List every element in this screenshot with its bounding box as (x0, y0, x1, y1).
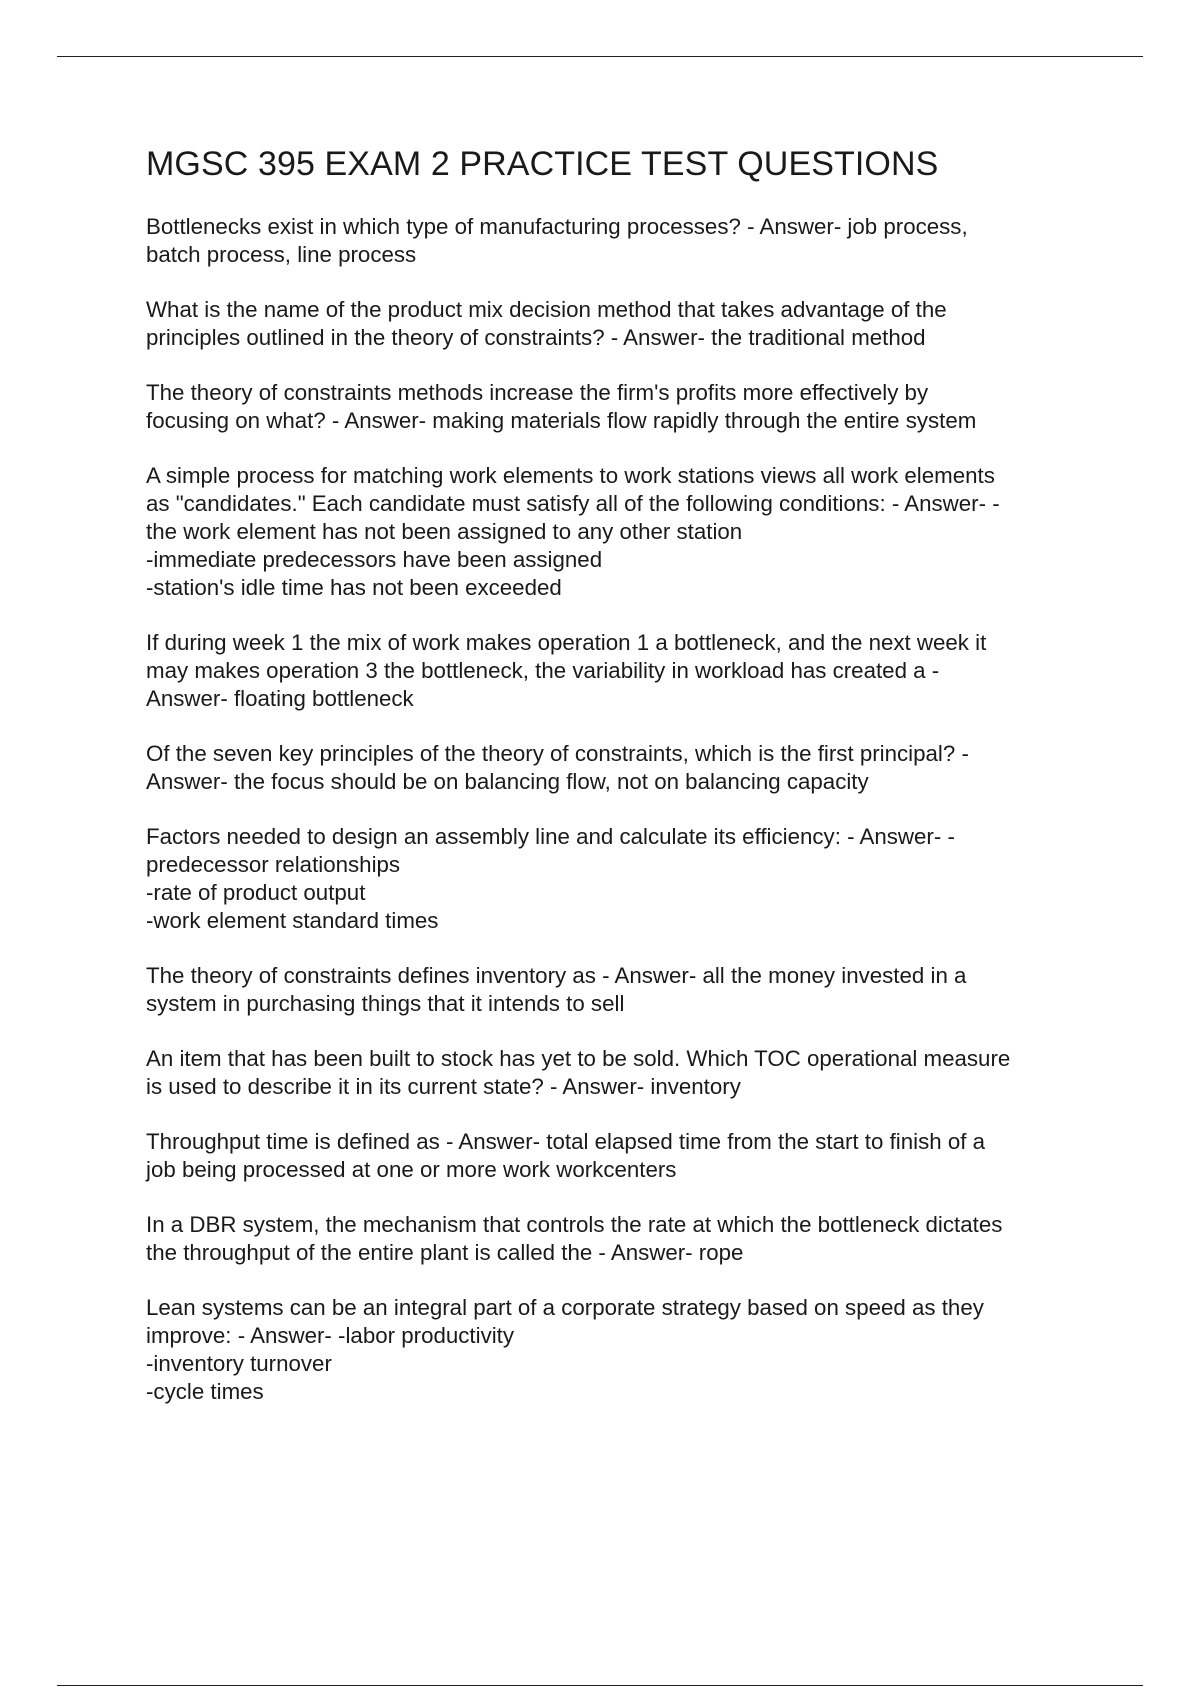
qa-item-3: The theory of constraints methods increase the firm's profits more effectively by focusing on what? - Answer- making materials flow rapidly through the entire system (146, 380, 977, 433)
document-title: MGSC 395 EXAM 2 PRACTICE TEST QUESTIONS (146, 145, 939, 183)
qa-item-1: Bottlenecks exist in which type of manufacturing processes? - Answer- job process, batch process, line process (146, 214, 968, 267)
qa-item-7: Factors needed to design an assembly line and calculate its efficiency: - Answer- - predecessor relationships -rate of product output -work element standard times (146, 824, 955, 933)
qa-item-8: The theory of constraints defines inventory as - Answer- all the money invested in a system in purchasing things that it intends to sell (146, 963, 967, 1016)
document-body (146, 142, 1096, 1433)
qa-item-5: If during week 1 the mix of work makes operation 1 a bottleneck, and the next week it may makes operation 3 the bottleneck, the variability in workload has created a - Answer- floating bottleneck (146, 630, 987, 711)
qa-item-10: Throughput time is defined as - Answer- total elapsed time from the start to finish of a job being processed at one or more work workcenters (146, 1129, 986, 1182)
qa-item-9: An item that has been built to stock has yet to be sold. Which TOC operational measure is used to describe it in its current state? - Answer- inventory (146, 1046, 1011, 1099)
qa-item-12: Lean systems can be an integral part of a corporate strategy based on speed as they improve: - Answer- -labor productivity -inventory turnover -cycle times (146, 1295, 984, 1404)
qa-item-11: In a DBR system, the mechanism that controls the rate at which the bottleneck dictates the throughput of the entire plant is called the - Answer- rope (146, 1212, 1003, 1265)
bottom-divider (57, 1685, 1143, 1686)
qa-item-4: A simple process for matching work elements to work stations views all work elements as "candidates." Each candidate must satisfy all of the following conditions: - Answer- - the work element has not been assigned to any other station -immediate predecessors have been assigned -station's idle time has not been exceeded (146, 463, 1000, 600)
qa-item-6: Of the seven key principles of the theory of constraints, which is the first principal? - Answer- the focus should be on balancing flow, not on balancing capacity (146, 741, 969, 794)
qa-item-2: What is the name of the product mix decision method that takes advantage of the principles outlined in the theory of constraints? - Answer- the traditional method (146, 297, 947, 350)
top-divider (57, 56, 1143, 57)
